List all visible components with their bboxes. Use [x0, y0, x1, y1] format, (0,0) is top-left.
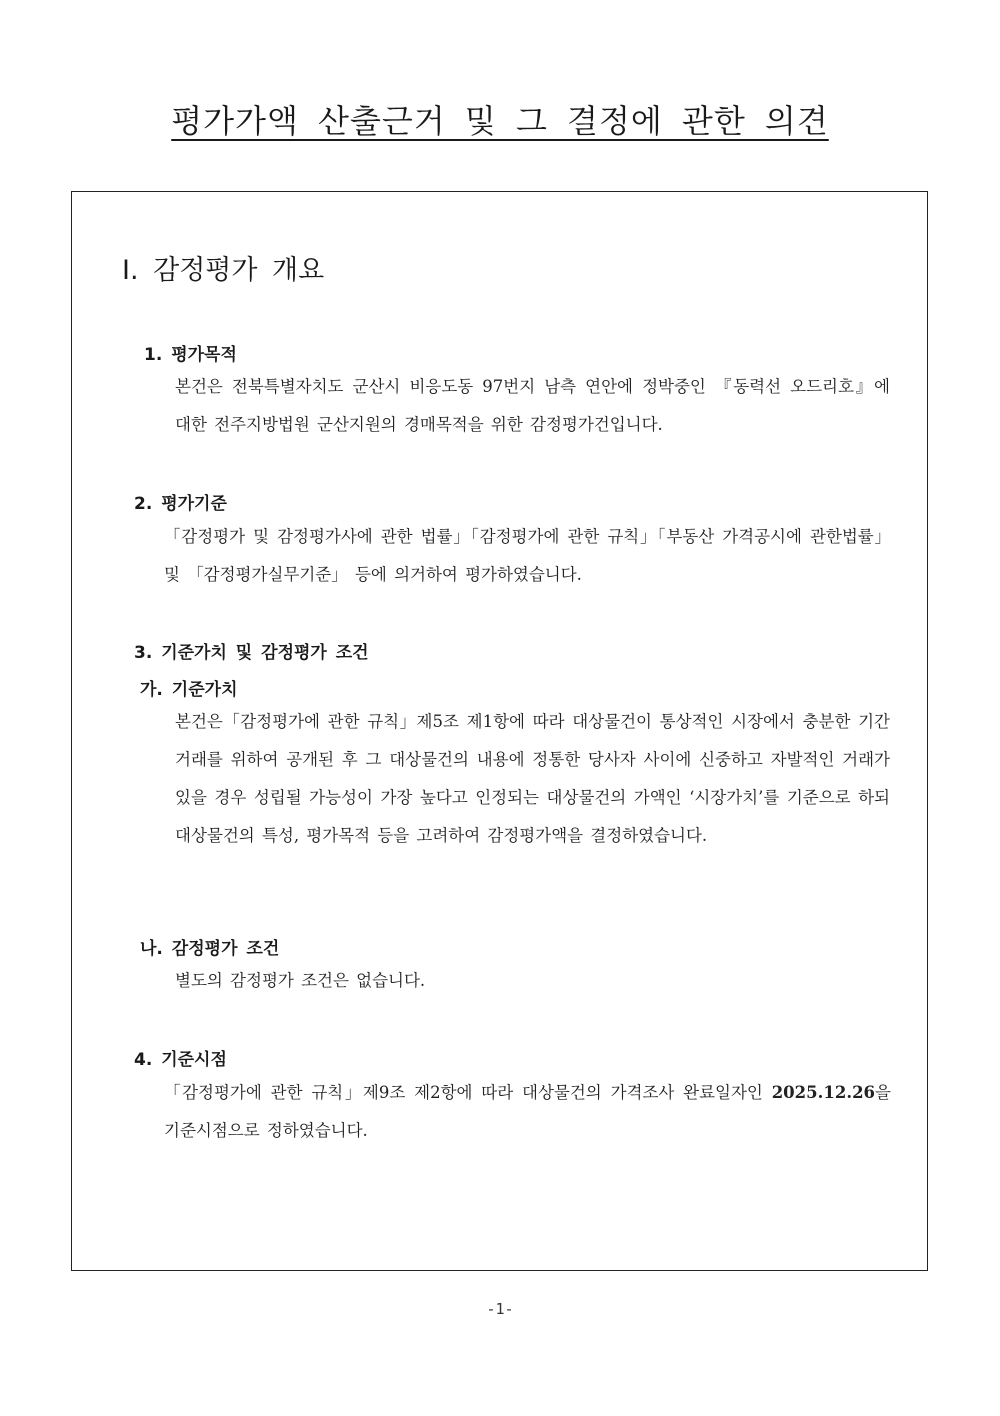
section-heading: Ⅰ. 감정평가 개요 [122, 255, 325, 286]
item-label-base-date: 4. 기준시점 [134, 1050, 227, 1070]
item-text-base-date [164, 1074, 891, 1150]
page-number: -1- [486, 1300, 514, 1318]
base-date-text-after: 을 기준시점으로 정하였습니다. [164, 1083, 891, 1140]
item-text-basis: 「감정평가 및 감정평가사에 관한 법률」「감정평가에 관한 규칙」「부동산 가격공시에 관한법률」 및 「감정평가실무기준」 등에 의거하여 평가하였습니다. [164, 527, 891, 584]
subitem-text-conditions: 별도의 감정평가 조건은 없습니다. [175, 971, 426, 990]
base-date-value: 2025.12.26 [771, 1083, 876, 1102]
base-date-text-before: 「감정평가에 관한 규칙」제9조 제2항에 따라 대상물건의 가격조사 완료일자인 [164, 1083, 772, 1102]
subitem-label-conditions: 나. 감정평가 조건 [140, 939, 280, 959]
document-title [0, 96, 1000, 142]
subitem-label-base-value: 가. 기준가치 [140, 680, 238, 700]
document-title-text: 평가가액 산출근거 및 그 결정에 관한 의견 [171, 102, 829, 140]
item-label-basis: 2. 평가기준 [134, 494, 227, 514]
item-label-value-conditions: 3. 기준가치 및 감정평가 조건 [134, 643, 369, 663]
item-label-purpose: 1. 평가목적 [144, 345, 237, 365]
item-text-purpose: 본건은 전북특별자치도 군산시 비응도동 97번지 남측 연안에 정박중인 『동력선 오드리호』에 대한 전주지방법원 군산지원의 경매목적을 위한 감정평가건입니다. [175, 377, 890, 434]
content-box [71, 191, 928, 1271]
subitem-text-base-value: 본건은「감정평가에 관한 규칙」제5조 제1항에 따라 대상물건이 통상적인 시장에서 충분한 기간 거래를 위하여 공개된 후 그 대상물건의 내용에 정통한 당사자 사이에 신중하고 자발적인 거래가 있을 경우 성립될 가능성이 가장 높다고 인정되는 대상물건의 가액인 ‘시장가치’를 기준으로 하되 대상물건의 특성, 평가목적 등을 고려하여 감정평가액을 결정하였습니다. [175, 712, 890, 845]
